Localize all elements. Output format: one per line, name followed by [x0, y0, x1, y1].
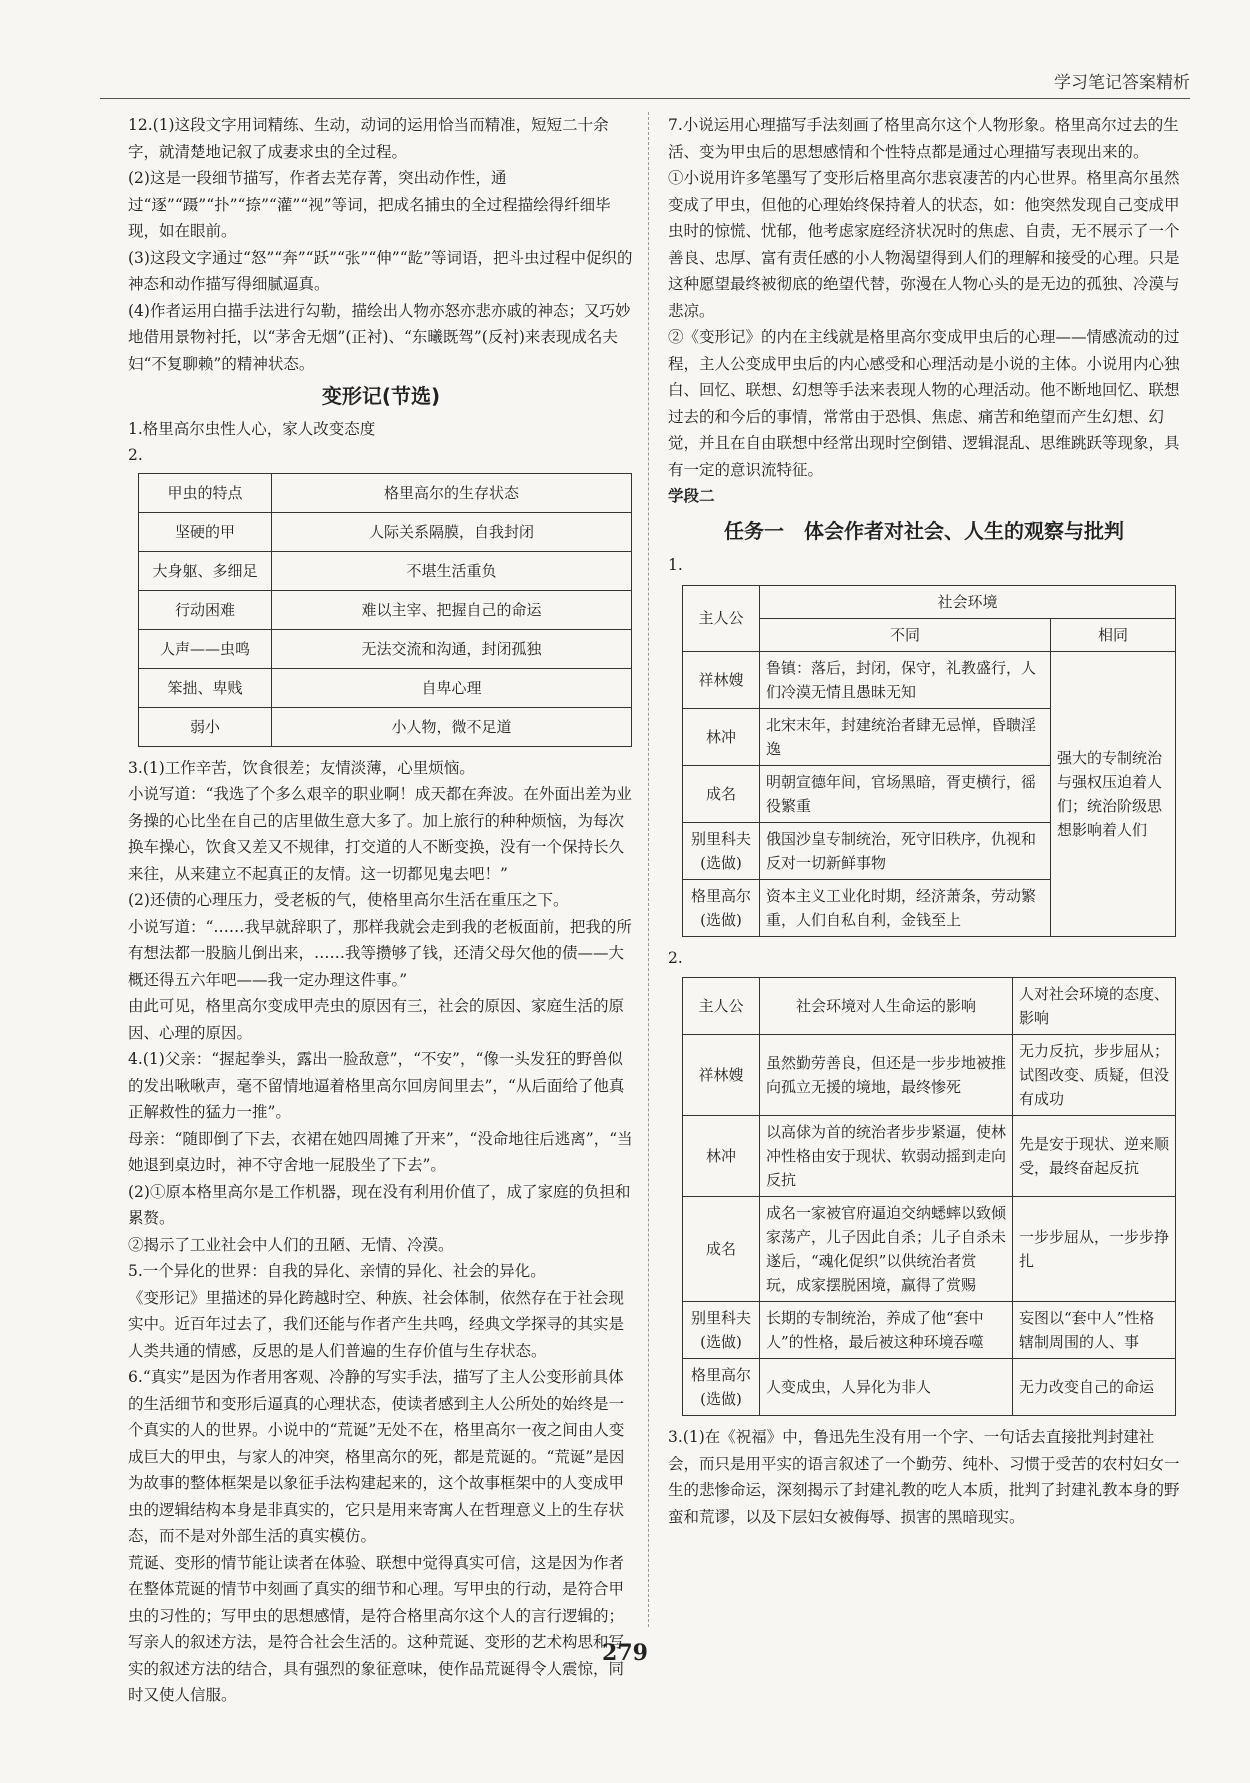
table-header: 格里高尔的生存状态	[272, 473, 632, 512]
q3-p1: 3.(1)工作辛苦，饮食很差；友情淡薄，心里烦恼。	[128, 758, 475, 777]
table-cell: 难以主宰、把握自己的命运	[272, 590, 632, 629]
beetle-table	[138, 473, 632, 747]
q2-label: 2.	[128, 446, 143, 464]
table-cell: 无法交流和沟通，封闭孤独	[272, 629, 632, 668]
table-cell: 祥林嫂	[683, 651, 760, 708]
table-row	[683, 651, 1176, 708]
table-cell: 长期的专制统治，养成了他“套中人”的性格，最后被这种环境吞噬	[760, 1302, 1013, 1359]
task-title: 任务一 体会作者对社会、人生的观察与批判	[724, 518, 1124, 543]
table-cell: 别里科夫(选做)	[683, 822, 760, 879]
q5-p2: 《变形记》里描述的异化跨越时空、种族、社会体制，依然存在于社会现实中。近百年过去了，我们还能与作者产生共鸣，经典文学探寻的其实是人类共通的情感，反思的是人们普遍的生存价值与生存状态。	[128, 1288, 625, 1360]
table-header: 主人公	[683, 585, 760, 651]
right-column	[668, 112, 1180, 1530]
q4-p4: ②揭示了工业社会中人们的丑陋、无情、冷漠。	[128, 1235, 454, 1254]
q7-p1: 7.小说运用心理描写手法刻画了格里高尔这个人物形象。格里高尔过去的生活、变为甲虫后的思想感情和个性特点都是通过心理描写表现出来的。	[668, 116, 1179, 161]
q3-p3: (2)还债的心理压力，受老板的气，使格里高尔生活在重压之下。	[128, 891, 569, 909]
q6-p2: 荒诞、变形的情节能让读者在体验、联想中觉得真实可信，这是因为作者在整体荒诞的情节中刻画了真实的细节和心理。写甲虫的行动，是符合甲虫的习性的；写甲虫的思想感情，是符合格里高尔这个人的言行逻辑的；写亲人的叙述方法，是符合社会生活的。这种荒诞、变形的艺术构思和写实的叙述方法的结合，具有强烈的象征意味，使作品荒诞得令人震惊，同时又使人信服。	[128, 1553, 625, 1704]
q12-p2: (2)这是一段细节描写，作者去芜存菁，突出动作性，通过“逐”“蹑”“扑”“捺”“灌”“视”等词，把成名捕虫的全过程描绘得纤细毕现，如在眼前。	[128, 169, 611, 240]
table-row	[139, 707, 632, 746]
q12-p4: (4)作者运用白描手法进行勾勒，描绘出人物亦怒亦悲亦戚的神态；又巧妙地借用景物衬托，以“茅舍无烟”(正衬)、“东曦既驾”(反衬)来表现成名夫妇“不复聊赖”的精神状态。	[128, 301, 631, 373]
q6-p1: 6.“真实”是因为作者用客观、冷静的写实手法，描写了主人公变形前具体的生活细节和变形后逼真的心理状态，使读者感到主人公所处的始终是一个真实的人的世界。小说中的“荒诞”无处不在，格里高尔一夜之间由人变成巨大的甲虫，与家人的冲突，格里高尔的死，都是荒诞的。“荒诞”是因为故事的整体框架是以象征手法构建起来的，这个故事框架中的人变成甲虫的逻辑结构本身是非真实的，它只是用来寄寓人在哲理意义上的生存状态，而不是对外部生活的真实模仿。	[128, 1368, 625, 1545]
table-header-row	[683, 978, 1176, 1035]
table-row	[683, 1359, 1176, 1416]
table-cell: 小人物，微不足道	[272, 707, 632, 746]
table-cell: 自卑心理	[272, 668, 632, 707]
page-header: 学习笔记答案精析	[1054, 73, 1190, 93]
table-cell: 林冲	[683, 708, 760, 765]
table-cell: 无力改变自己的命运	[1013, 1359, 1176, 1416]
table-cell: 人变成虫，人异化为非人	[760, 1359, 1013, 1416]
t3-label: 2.	[668, 948, 683, 967]
q4-p1: 4.(1)父亲：“握起拳头，露出一脸敌意”，“不安”，“像一头发狂的野兽似的发出啾啾声，毫不留情地逼着格里高尔回房间里去”，“从后面给了他真正解救性的猛力一推”。	[128, 1050, 625, 1121]
q12-p1: 12.(1)这段文字用词精练、生动，动词的运用恰当而精准，短短二十余字，就清楚地记叙了成妻求虫的全过程。	[128, 116, 609, 161]
q3-p2: 小说写道：“我选了个多么艰辛的职业啊！成天都在奔波。在外面出差为业务操的心比坐在自己的店里做生意大多了。加上旅行的种种烦恼，为每次换车操心，饮食又差又不规律，打交道的人不断变换，没有一个保持长久来往，从来建立不起真正的友情。这一切都见鬼去吧！”	[128, 785, 632, 883]
table-cell: 鲁镇：落后，封闭，保守，礼教盛行，人们冷漠无情且愚昧无知	[760, 651, 1051, 708]
table-cell: 一步步屈从，一步步挣扎	[1013, 1197, 1176, 1302]
column-divider	[648, 112, 649, 1627]
q7-p2: ①小说用许多笔墨写了变形后格里高尔悲哀凄苦的内心世界。格里高尔虽然变成了甲虫，但他的心理始终保持着人的状态，如：他突然发现自己变成甲虫时的惊慌、忧郁，他考虑家庭经济状况时的焦虑、自责，无不展示了一个善良、忠厚、富有责任感的小人物渴望得到人们的理解和接受的心理。只是这种愿望最终被彻底的绝望代替，弥漫在人物心头的是无边的孤独、冷漠与悲凉。	[668, 169, 1180, 320]
left-column	[128, 112, 634, 1709]
q12-p3: (3)这段文字通过“怒”“奔”“跃”“张”“伸”“龁”等词语，把斗虫过程中促织的神态和动作描写得细腻逼真。	[128, 248, 633, 293]
table-cell: 祥林嫂	[683, 1035, 760, 1116]
table-header: 甲虫的特点	[139, 473, 272, 512]
table-row	[139, 668, 632, 707]
table-cell: 人声——虫鸣	[139, 629, 272, 668]
q4-p3: (2)①原本格里高尔是工作机器，现在没有利用价值了，成了家庭的负担和累赘。	[128, 1182, 631, 1227]
page-number: 279	[602, 1640, 648, 1666]
table-cell: 明朝宣德年间，官场黑暗，胥吏横行，徭役繁重	[760, 765, 1051, 822]
q1-answer: 1.格里高尔虫性人心，家人改变态度	[128, 419, 376, 438]
fate-table	[682, 977, 1176, 1416]
table-header: 相同	[1051, 618, 1176, 651]
table-row	[683, 1035, 1176, 1116]
table-cell: 先是安于现状、逆来顺受，最终奋起反抗	[1013, 1116, 1176, 1197]
table-cell: 格里高尔(选做)	[683, 879, 760, 936]
stage-heading: 学段二	[668, 487, 715, 505]
q5-p1: 5.一个异化的世界：自我的异化、亲情的异化、社会的异化。	[128, 1262, 546, 1280]
table-header: 不同	[760, 618, 1051, 651]
q4-p2: 母亲：“随即倒了下去，衣裙在她四周摊了开来”，“没命地往后逃离”，“当她退到桌边时，神不守舍地一屁股坐了下去”。	[128, 1129, 633, 1174]
t2-label: 1.	[668, 556, 683, 574]
table-header-row	[139, 473, 632, 512]
table-cell: 弱小	[139, 707, 272, 746]
table-cell: 以高俅为首的统治者步步紧逼，使林冲性格由安于现状、软弱动摇到走向反抗	[760, 1116, 1013, 1197]
table-cell: 资本主义工业化时期，经济萧条，劳动繁重，人们自私自利，金钱至上	[760, 879, 1051, 936]
table-row	[139, 590, 632, 629]
table-cell-same: 强大的专制统治与强权压迫着人们；统治阶级思想影响着人们	[1051, 651, 1176, 936]
table-header: 人对社会环境的态度、影响	[1013, 978, 1176, 1035]
table-row	[139, 512, 632, 551]
table-cell: 成名	[683, 1197, 760, 1302]
table-cell: 成名一家被官府逼迫交纳蟋蟀以致倾家荡产，儿子因此自杀；儿子自杀未遂后，“魂化促织”以供统治者赏玩，成家摆脱困境，赢得了赏赐	[760, 1197, 1013, 1302]
table-cell: 林冲	[683, 1116, 760, 1197]
table-cell: 妄图以“套中人”性格辖制周围的人、事	[1013, 1302, 1176, 1359]
table-header: 社会环境	[760, 585, 1176, 618]
q7-p3: ②《变形记》的内在主线就是格里高尔变成甲虫后的心理——情感流动的过程，主人公变成甲虫后的内心感受和心理活动是小说的主体。小说用内心独白、回忆、联想、幻想等手法来表现人物的心理活动。他不断地回忆、联想过去的和今后的事情，常常由于恐惧、焦虑、痛苦和绝望而产生幻想、幻觉，并且在自由联想中经常出现时空倒错、逻辑混乱、思维跳跃等现象，具有一定的意识流特征。	[668, 328, 1180, 479]
table-row	[683, 1197, 1176, 1302]
table-cell: 人际关系隔膜，自我封闭	[272, 512, 632, 551]
table-header-row	[683, 585, 1176, 618]
table-cell: 大身躯、多细足	[139, 551, 272, 590]
table-cell: 笨拙、卑贱	[139, 668, 272, 707]
table-header: 主人公	[683, 978, 760, 1035]
q3-p4: 小说写道：“……我早就辞职了，那样我就会走到我的老板面前，把我的所有想法都一股脑儿倒出来，……我等攒够了钱，还清父母欠他的债——大概还得五六年吧——我一定办理这件事。”	[128, 917, 632, 989]
table-row	[139, 629, 632, 668]
table-cell: 俄国沙皇专制统治，死守旧秩序，仇视和反对一切新鲜事物	[760, 822, 1051, 879]
table-cell: 不堪生活重负	[272, 551, 632, 590]
social-env-table	[682, 585, 1176, 937]
table-row	[683, 1116, 1176, 1197]
table-cell: 坚硬的甲	[139, 512, 272, 551]
table-row	[683, 1302, 1176, 1359]
table-header: 社会环境对人生命运的影响	[760, 978, 1013, 1035]
table-row	[139, 551, 632, 590]
section-title: 变形记(节选)	[321, 384, 441, 408]
table-cell: 格里高尔(选做)	[683, 1359, 760, 1416]
table-cell: 北宋末年，封建统治者肆无忌惮，昏聩淫逸	[760, 708, 1051, 765]
table-cell: 别里科夫(选做)	[683, 1302, 760, 1359]
header-rule	[100, 98, 1190, 99]
table-cell: 虽然勤劳善良，但还是一步步地被推向孤立无援的境地，最终惨死	[760, 1035, 1013, 1116]
q3-p5: 由此可见，格里高尔变成甲壳虫的原因有三，社会的原因、家庭生活的原因、心理的原因。	[128, 997, 625, 1042]
q3-right: 3.(1)在《祝福》中，鲁迅先生没有用一个字、一句话去直接批判封建社会，而只是用平实的语言叙述了一个勤劳、纯朴、习惯于受苦的农村妇女一生的悲惨命运，深刻揭示了封建礼教的吃人本质，批判了封建礼教本身的野蛮和荒谬，以及下层妇女被侮辱、损害的黑暗现实。	[668, 1428, 1180, 1526]
table-cell: 成名	[683, 765, 760, 822]
table-cell: 行动困难	[139, 590, 272, 629]
table-cell: 无力反抗，步步屈从；试图改变、质疑，但没有成功	[1013, 1035, 1176, 1116]
